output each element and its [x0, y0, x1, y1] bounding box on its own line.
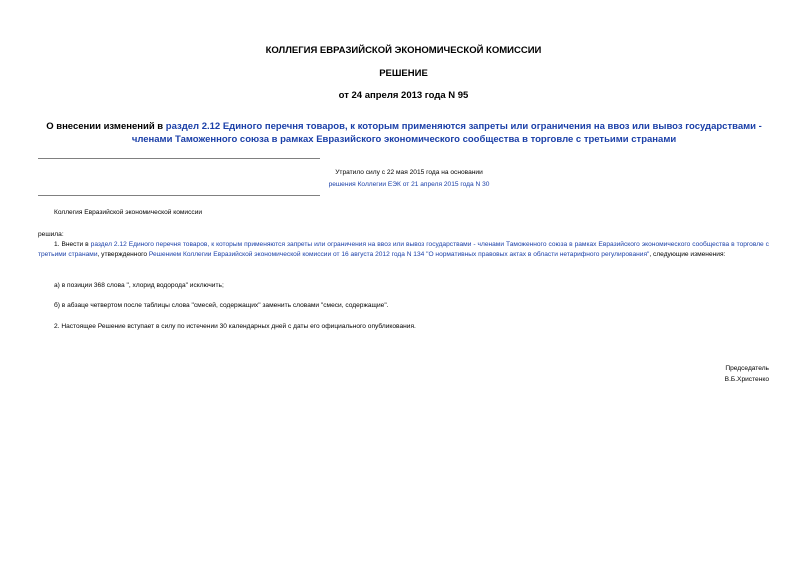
title-prefix: О внесении изменений в	[46, 121, 166, 132]
status-note-text: Утратило силу с 22 мая 2015 года на основании	[335, 169, 483, 176]
divider-bottom	[38, 195, 320, 196]
status-note-link[interactable]: решения Коллегии ЕЭК от 21 апреля 2015 года N 30	[328, 181, 490, 188]
item-1-prefix: 1. Внести в	[54, 241, 91, 248]
divider-top	[38, 158, 320, 159]
item-1-paragraph	[38, 240, 769, 260]
title-link[interactable]: раздел 2.12 Единого перечня товаров, к которым применяются запреты или ограничения на ввоз или вывоз государствами - членами Таможенного союза в рамках Евразийского экономического сообщества в торговле с третьими странами	[131, 121, 762, 145]
signature-position: Председатель	[725, 365, 769, 372]
item-b-text: б) в абзаце четвертом после таблицы слова "смесей, содержащих" заменить словами "смеси, содержащие".	[54, 302, 389, 309]
intro-text: Коллегия Евразийской экономической комиссии	[54, 209, 203, 216]
document-title	[40, 120, 768, 146]
item-1-suffix: , следующие изменения:	[649, 251, 726, 258]
signature-block	[725, 363, 769, 385]
item-2-text: 2. Настоящее Решение вступает в силу по истечении 30 календарных дней с даты его официального опубликования.	[54, 323, 416, 330]
status-note	[320, 167, 498, 191]
item-1-middle: , утвержденного	[97, 251, 149, 258]
doc-type-heading: РЕШЕНИЕ	[379, 68, 428, 79]
decided-text: решила:	[38, 231, 64, 238]
date-number-heading: от 24 апреля 2013 года N 95	[338, 90, 469, 101]
org-heading: КОЛЛЕГИЯ ЕВРАЗИЙСКОЙ ЭКОНОМИЧЕСКОЙ КОМИССИИ	[265, 45, 542, 56]
item-1-decision-link[interactable]: Решением Коллегии Евразийской экономической комиссии от 16 августа 2012 года N 134 "О нормативных правовых актах в области нетарифного регулирования"	[148, 251, 650, 258]
signature-name: В.Б.Христенко	[724, 376, 769, 383]
item-a-text: а) в позиции 368 слова ", хлорид водорода" исключить;	[54, 282, 224, 289]
item-1-section-link[interactable]: раздел 2.12 Единого перечня товаров, к которым применяются запреты или ограничения на ввоз или вывоз государствами - членами Таможенного союза в рамках Евразийского экономического сообщества в торговле с третьими странами	[38, 241, 769, 258]
